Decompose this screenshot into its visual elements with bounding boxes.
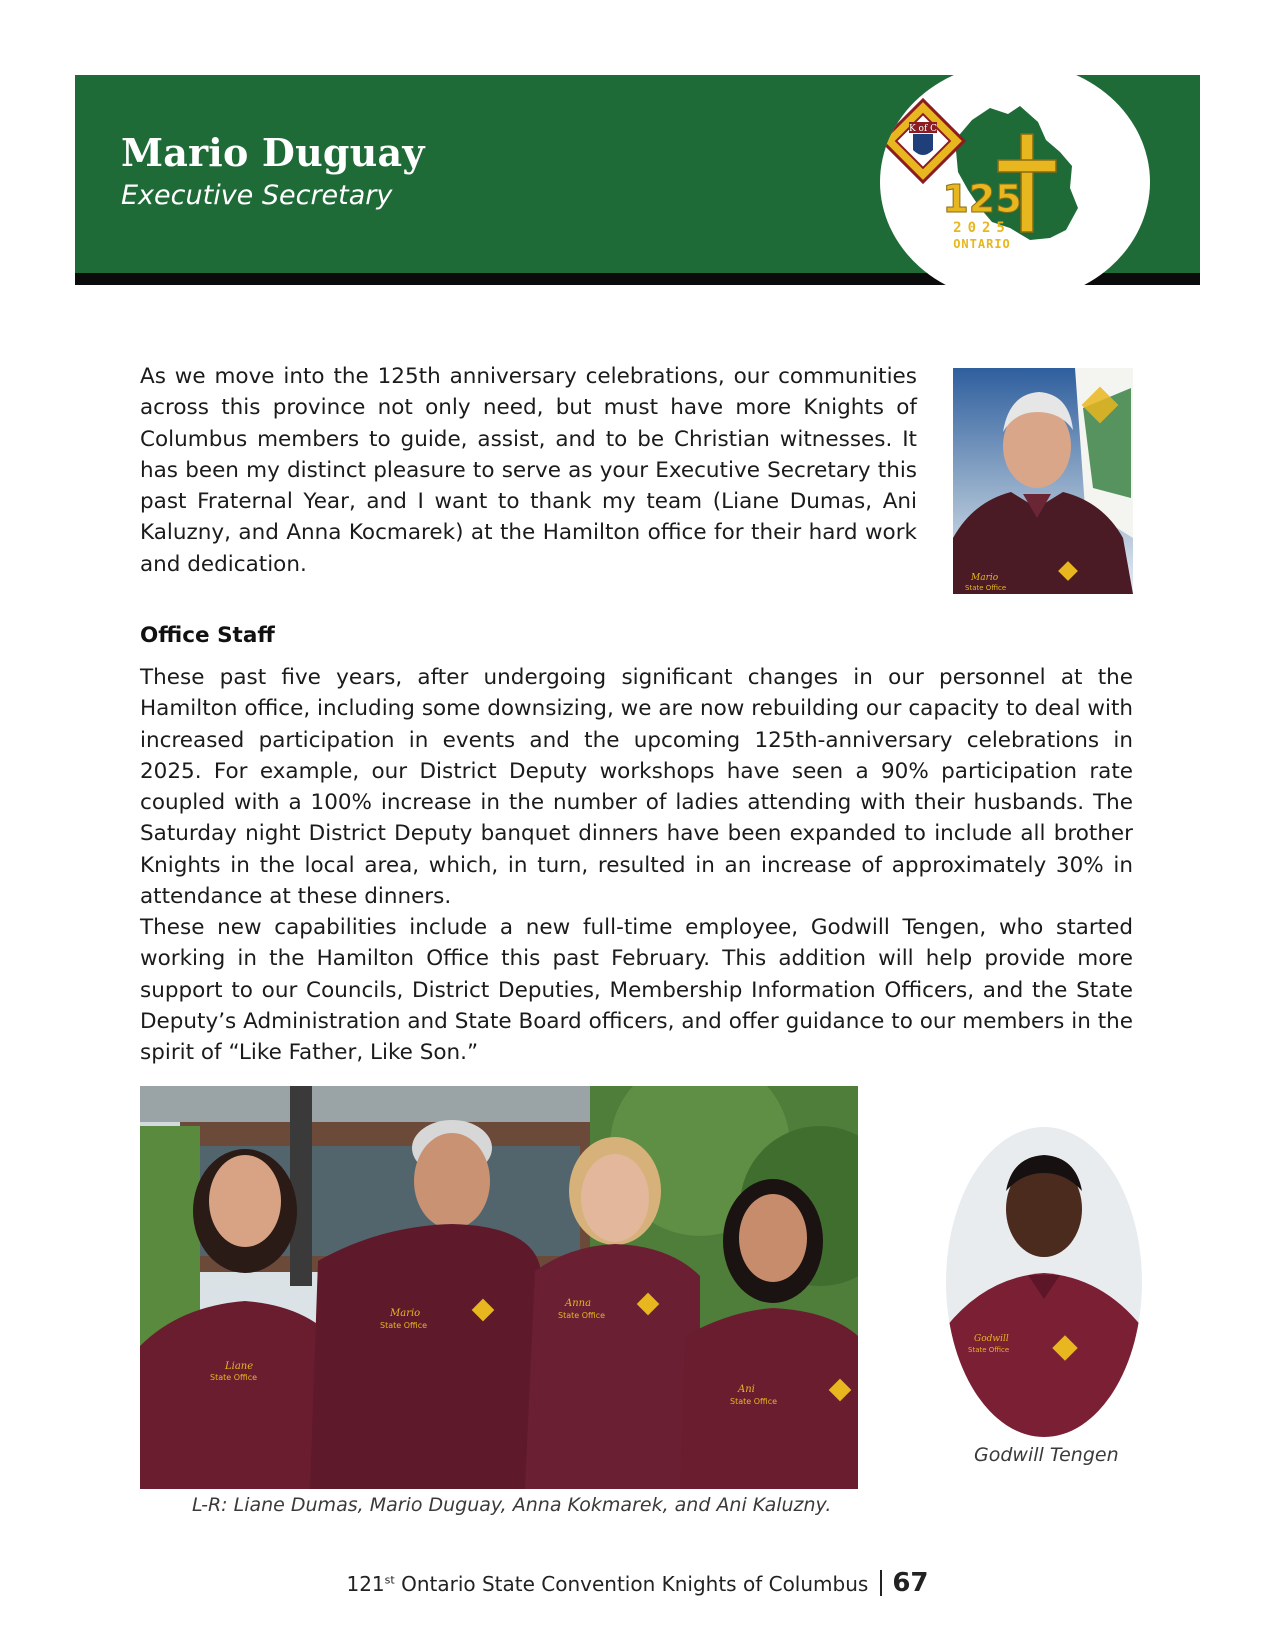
svg-text:Godwill: Godwill bbox=[974, 1334, 1009, 1344]
svg-text:State Office: State Office bbox=[730, 1397, 778, 1406]
group-photo-caption: L-R: Liane Dumas, Mario Duguay, Anna Kokmarek, and Ani Kaluzny. bbox=[192, 1494, 832, 1516]
svg-text:125: 125 bbox=[942, 177, 1022, 221]
page-subtitle: Executive Secretary bbox=[121, 180, 393, 211]
footer-title: Ontario State Convention Knights of Columbus bbox=[401, 1572, 869, 1596]
svg-text:Ani: Ani bbox=[738, 1384, 755, 1395]
section-heading: Office Staff bbox=[140, 623, 275, 648]
mario-duguay-portrait bbox=[953, 368, 1133, 594]
footer-edition: 121 bbox=[346, 1572, 385, 1596]
footer-edition-suffix: st bbox=[384, 1573, 395, 1587]
svg-text:K of C: K of C bbox=[908, 124, 938, 134]
page-number: 67 bbox=[892, 1568, 929, 1598]
kofc-emblem-icon bbox=[882, 100, 964, 182]
svg-text:Mario: Mario bbox=[971, 573, 999, 583]
svg-text:Liane: Liane bbox=[225, 1361, 254, 1372]
godwill-caption: Godwill Tengen bbox=[974, 1444, 1119, 1466]
svg-text:ONTARIO: ONTARIO bbox=[953, 237, 1011, 251]
body-paragraph: These past five years, after undergoing significant changes in our personnel at the Hamilton office, including some downsizing, we are now rebuilding our capacity to deal with increased participation in events and the upcoming 125th-anniversary celebrations in 2025. For example, our District Deputy workshops have seen a 90% participation rate coupled with a 100% increase in the number of ladies attending with their husbands. The Saturday night District Deputy banquet dinners have been expanded to include all brother Knights in the local area, which, in turn, resulted in an increase of approximately 30% in attendance at these dinners. bbox=[140, 665, 1133, 910]
office-staff-group-photo bbox=[140, 1086, 858, 1489]
body-paragraph: These new capabilities include a new full-time employee, Godwill Tengen, who started working in the Hamilton Office this past February. This addition will help provide more support to our Councils, District Deputies, Membership Information Officers, and the State Deputy’s Administration and State Board officers, and offer guidance to our members in the spirit of “Like Father, Like Son.” bbox=[140, 915, 1133, 1066]
svg-text:2025: 2025 bbox=[953, 220, 1011, 236]
svg-text:State Office: State Office bbox=[210, 1373, 258, 1382]
svg-text:State Office: State Office bbox=[380, 1321, 428, 1330]
kofc-125-ontario-logo bbox=[880, 62, 1150, 302]
svg-text:Mario: Mario bbox=[390, 1308, 421, 1319]
svg-text:State Office: State Office bbox=[968, 1346, 1010, 1354]
page-title: Mario Duguay bbox=[121, 130, 425, 175]
intro-paragraph: As we move into the 125th anniversary celebrations, our communities across this province not only need, but must have more Knights of Columbus members to guide, assist, and to be Christian witnesses. It has been my distinct pleasure to serve as your Executive Secretary this past Fraternal Year, and I want to thank my team (Liane Dumas, Ani Kaluzny, and Anna Kocmarek) at the Hamilton office for their hard work and dedication. bbox=[140, 364, 917, 577]
svg-text:Anna: Anna bbox=[565, 1298, 592, 1309]
svg-text:State Office: State Office bbox=[558, 1311, 606, 1320]
godwill-tengen-portrait bbox=[946, 1127, 1142, 1437]
svg-text:State Office: State Office bbox=[965, 584, 1007, 592]
footer-divider bbox=[880, 1570, 882, 1596]
page-footer bbox=[0, 1568, 1275, 1598]
